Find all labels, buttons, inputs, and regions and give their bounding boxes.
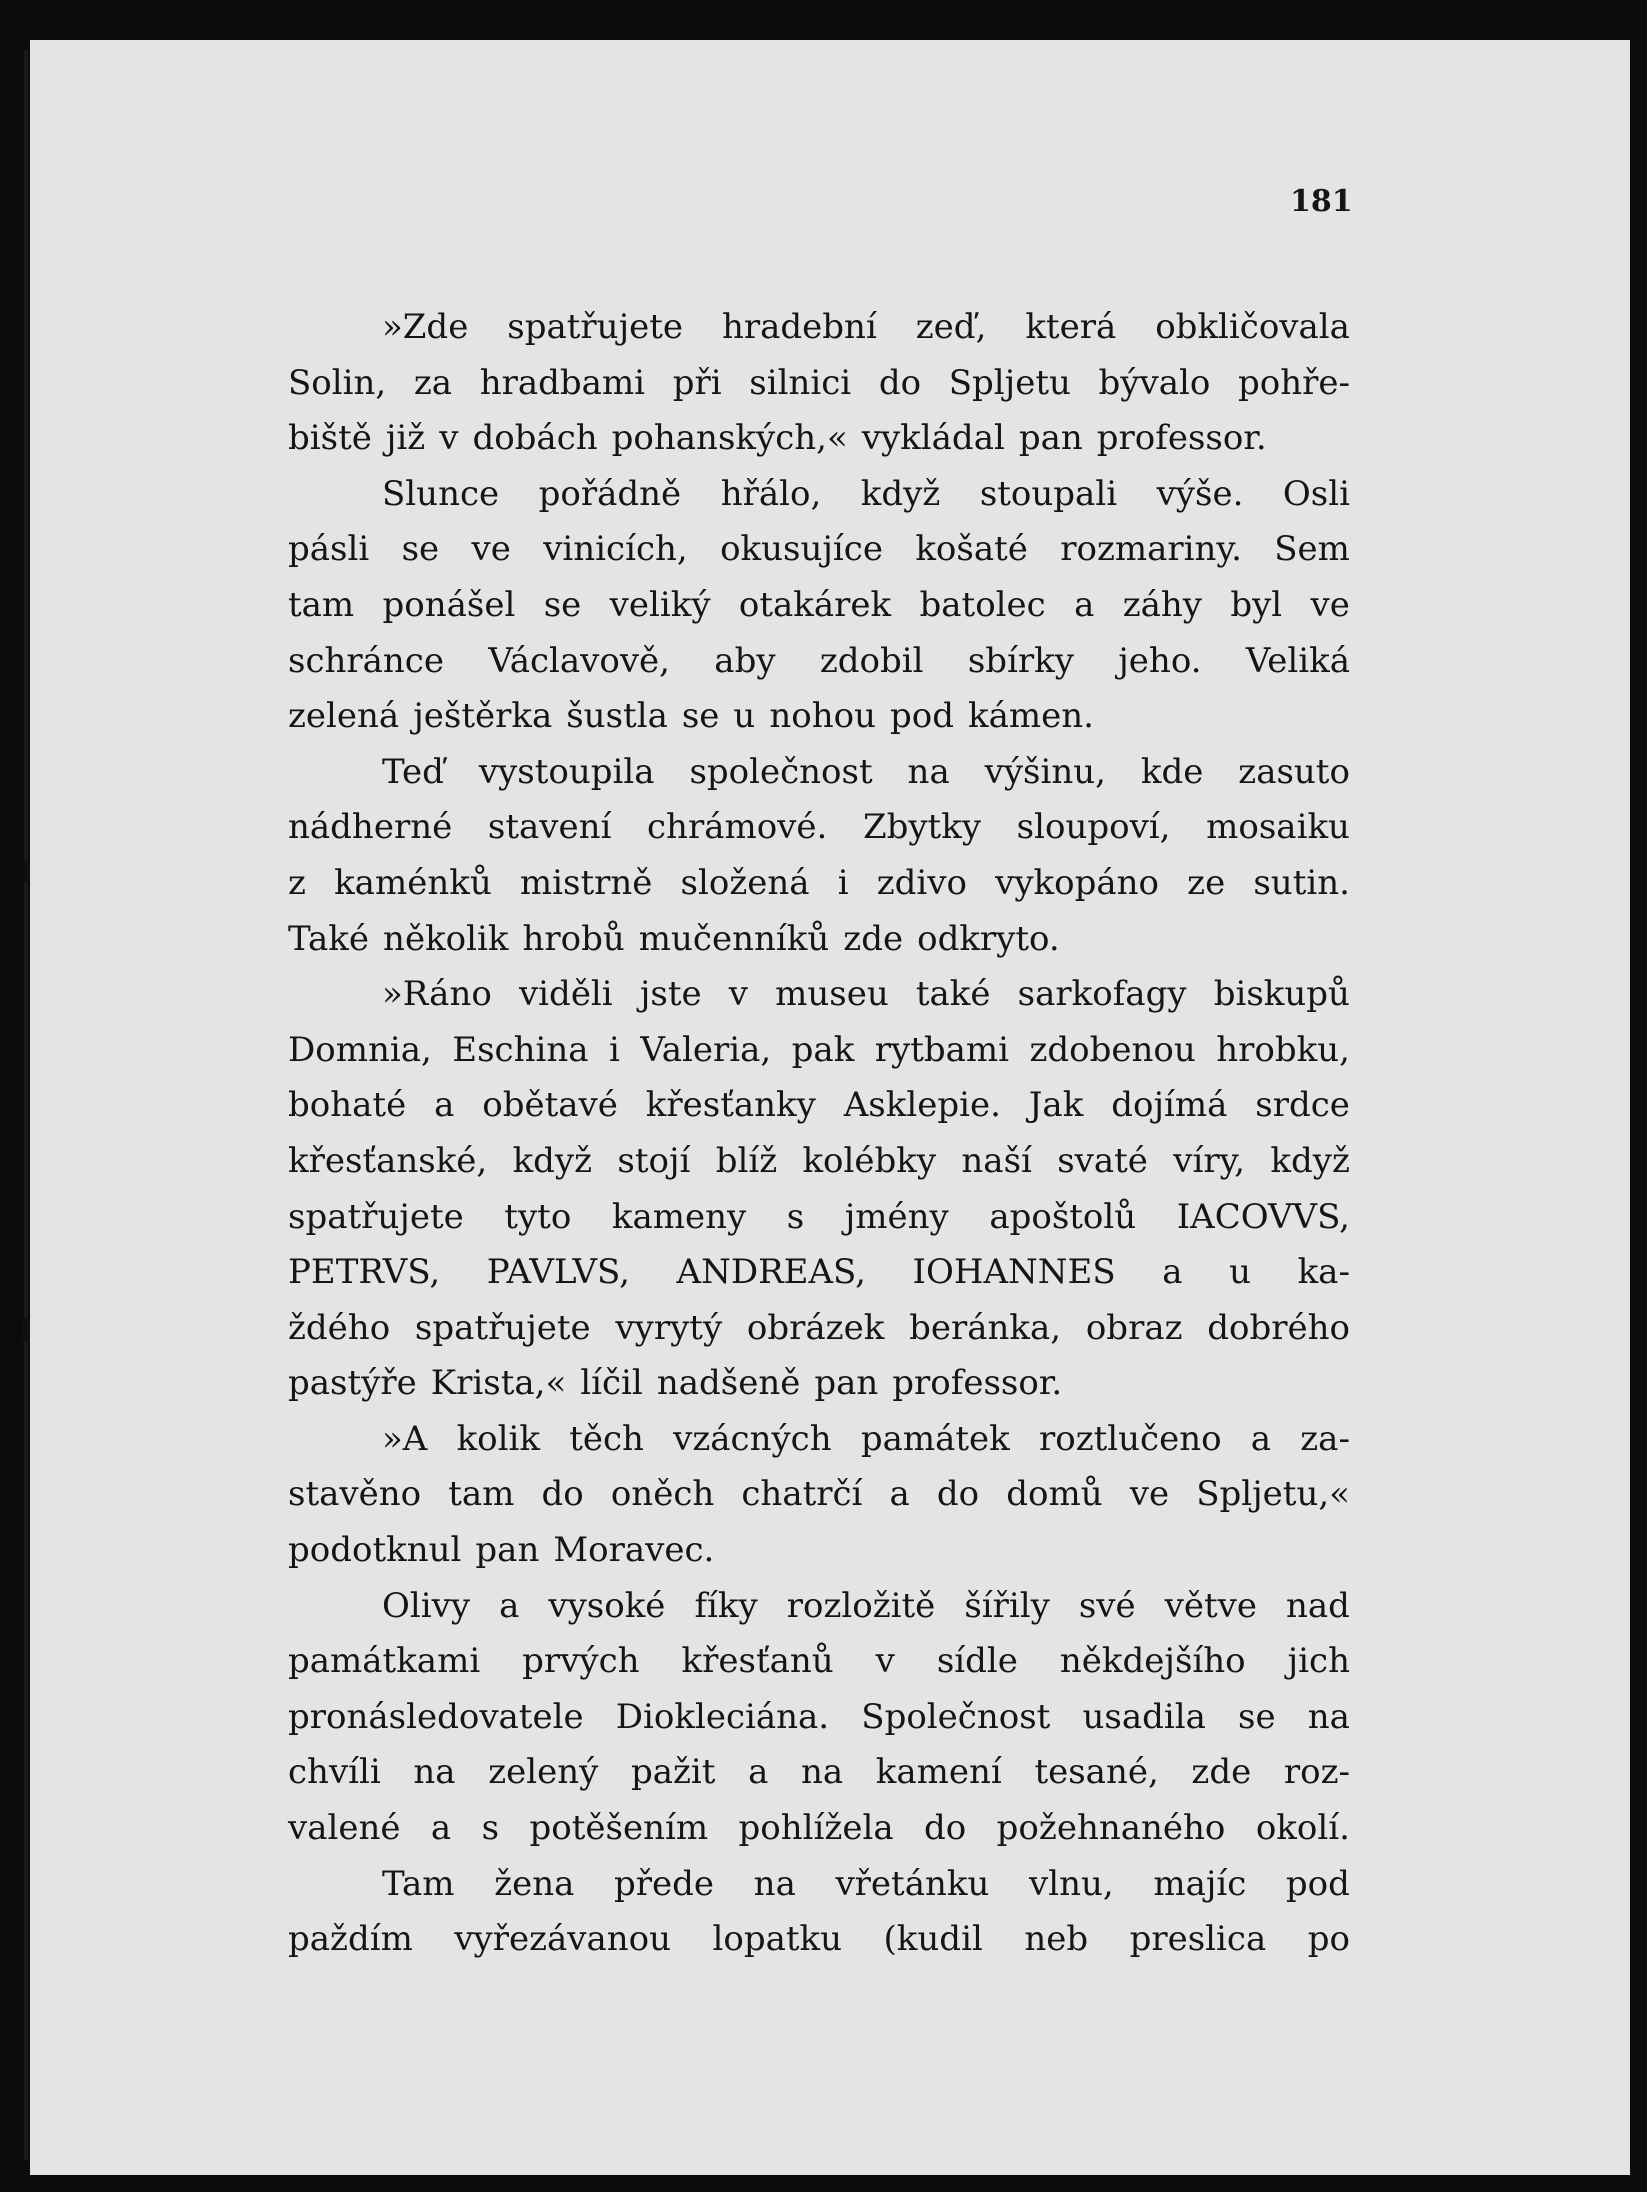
text-line: Slunce pořádně hřálo, když stoupali výše. Osli [382,473,1350,514]
text-line: Olivy a vysoké fíky rozložitě šířily své větve nad [382,1585,1350,1626]
text-line: památkami prvých křesťanů v sídle někdejšího jich [288,1641,1350,1682]
text-line: »Zde spatřujete hradební zeď, která obkličovala [382,307,1350,347]
text-line: bohaté a obětavé křesťanky Asklepie. Jak dojímá srdce [288,1085,1350,1126]
text-line: Tam žena přede na vřetánku vlnu, majíc pod [382,1863,1350,1904]
text-line: pásli se ve vinicích, okusujíce košaté rozmariny. Sem [288,529,1350,570]
text-line: biště již v dobách pohanských,« vykládal pan professor. [288,418,1267,459]
text-line: zelená ještěrka šustla se u nohou pod kámen. [288,696,1094,737]
text-line: Solin, za hradbami při silnici do Spljetu bývalo pohře- [288,362,1350,403]
page-number: 181 [1290,184,1353,219]
text-line: Také několik hrobů mučenníků zde odkryto. [288,918,1060,959]
text-line: tam ponášel se veliký otakárek batolec a záhy byl ve [288,584,1350,625]
text-line: »Ráno viděli jste v museu také sarkofagy biskupů [382,974,1350,1015]
text-line: z kaménků mistrně složená i zdivo vykopáno ze sutin. [288,862,1350,903]
text-line: Teď vystoupila společnost na výšinu, kde zasuto [382,751,1350,792]
text-line: paždím vyřezávanou lopatku (kudil neb preslica po [288,1919,1350,1960]
text-line: pastýře Krista,« líčil nadšeně pan professor. [288,1363,1063,1404]
text-line: Domnia, Eschina i Valeria, pak rytbami zdobenou hrobku, [288,1029,1350,1070]
text-line: křesťanské, když stojí blíž kolébky naší svaté víry, když [288,1140,1350,1181]
text-line: podotknul pan Moravec. [288,1530,715,1571]
text-line: schránce Václavově, aby zdobil sbírky jeho. Veliká [288,640,1350,681]
text-line: PETRVS, PAVLVS, ANDREAS, IOHANNES a u ka- [288,1252,1350,1293]
text-line: stavěno tam do oněch chatrčí a do domů ve Spljetu,« [288,1474,1350,1515]
text-line: valené a s potěšením pohlížela do požehnaného okolí. [288,1808,1350,1849]
text-line: spatřujete tyto kameny s jmény apoštolů IACOVVS, [288,1196,1350,1237]
text-line: chvíli na zelený pažit a na kamení tesané, zde roz- [288,1752,1350,1793]
text-line: ždého spatřujete vyrytý obrázek beránka, obraz dobrého [288,1307,1350,1348]
text-line: nádherné stavení chrámové. Zbytky sloupoví, mosaiku [288,807,1350,848]
text-line: pronásledovatele Diokleciána. Společnost usadila se na [288,1696,1350,1737]
body-text [288,300,1350,1968]
binding-edge [24,50,28,2160]
text-line: »A kolik těch vzácných památek roztlučeno a za- [382,1418,1350,1459]
